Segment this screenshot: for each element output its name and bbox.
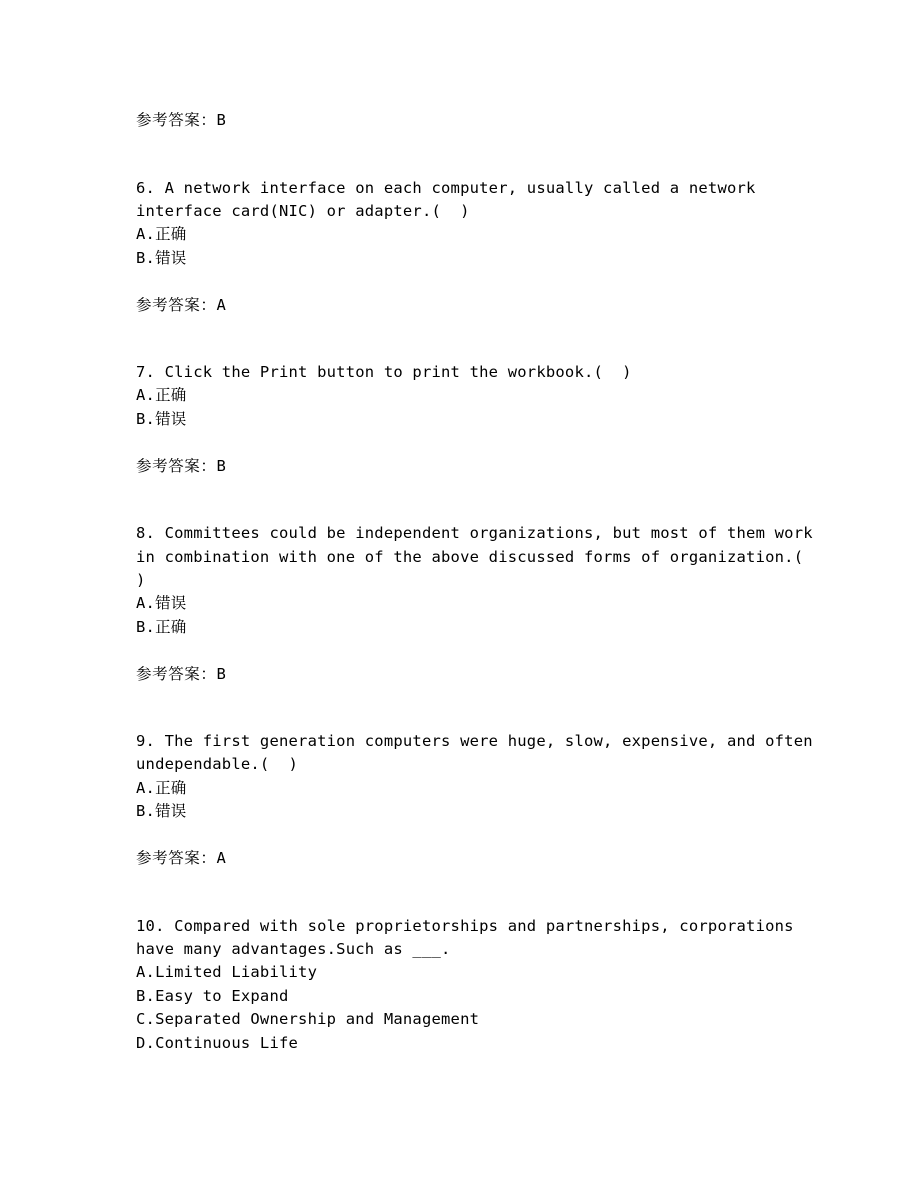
question-8-option-a: A.错误 [136, 594, 187, 612]
question-7-text-line-1: 7. Click the Print button to print the workbook.( ) [136, 363, 632, 381]
question-7-option-b: B.错误 [136, 410, 187, 428]
question-10-text-line-1: 10. Compared with sole proprietorships and partnerships, corporations [136, 917, 794, 935]
question-6-option-a: A.正确 [136, 225, 187, 243]
question-8-text-line-2: in combination with one of the above discussed forms of organization.( [136, 548, 804, 566]
answer-q5: 参考答案：B [136, 111, 227, 129]
question-6-text-line-2: interface card(NIC) or adapter.( ) [136, 202, 470, 220]
question-8-text-line-3: ) [136, 571, 146, 589]
question-7-option-a: A.正确 [136, 386, 187, 404]
question-10-option-b: B.Easy to Expand [136, 987, 289, 1005]
question-8-option-b: B.正确 [136, 618, 187, 636]
answer-q7: 参考答案：B [136, 457, 227, 475]
question-9-text-line-2: undependable.( ) [136, 755, 299, 773]
question-8-text-line-1: 8. Committees could be independent organizations, but most of them work [136, 524, 813, 542]
answer-q6: 参考答案：A [136, 296, 227, 314]
question-10-option-c: C.Separated Ownership and Management [136, 1010, 480, 1028]
answer-q9: 参考答案：A [136, 849, 227, 867]
question-9-option-b: B.错误 [136, 802, 187, 820]
answer-q8: 参考答案：B [136, 665, 227, 683]
question-10-option-a: A.Limited Liability [136, 963, 318, 981]
question-9-text-line-1: 9. The first generation computers were huge, slow, expensive, and often [136, 732, 813, 750]
question-9-option-a: A.正确 [136, 779, 187, 797]
question-6-text-line-1: 6. A network interface on each computer, usually called a network [136, 179, 756, 197]
question-10-option-d: D.Continuous Life [136, 1034, 299, 1052]
question-10-text-line-2: have many advantages.Such as ___. [136, 940, 451, 958]
question-6-option-b: B.错误 [136, 249, 187, 267]
